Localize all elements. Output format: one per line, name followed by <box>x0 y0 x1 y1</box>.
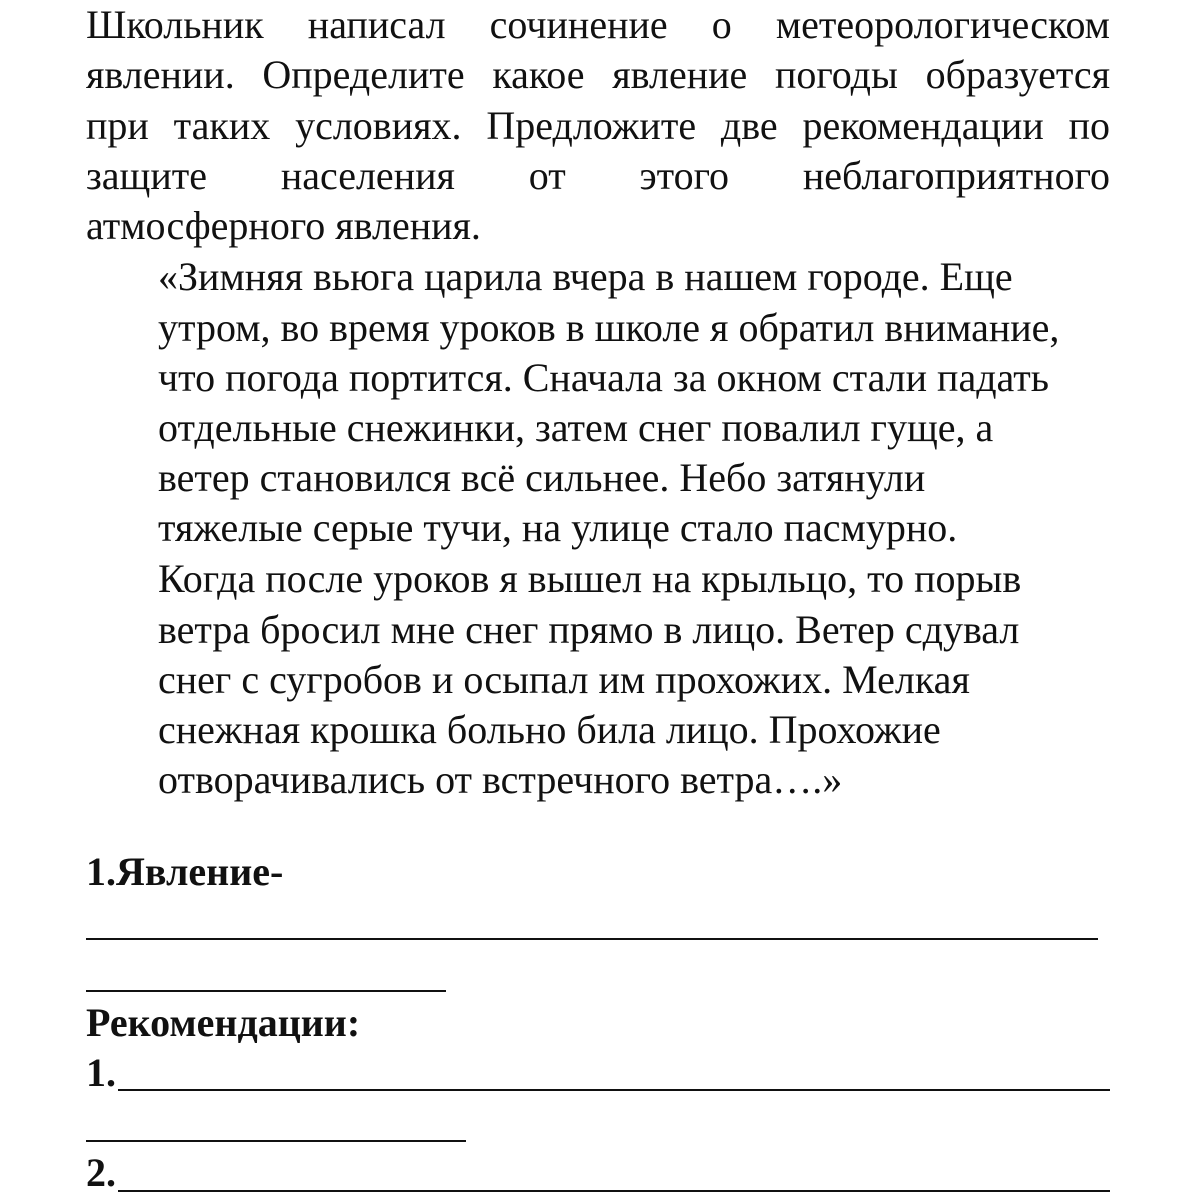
recommendation-2-label: 2. <box>86 1150 116 1195</box>
recommendation-1-answer-line-2[interactable] <box>86 1140 466 1142</box>
phenomenon-label: 1.Явление- <box>86 849 284 894</box>
recommendation-2-answer-line-1[interactable] <box>118 1190 1110 1192</box>
essay-line: «Зимняя вьюга царила вчера в нашем городе. Еще <box>158 254 1013 299</box>
essay-line: ветер становился всё сильнее. Небо затянули <box>158 455 926 500</box>
essay-line: отдельные снежинки, затем снег повалил гуще, а <box>158 405 994 450</box>
recommendation-1-label: 1. <box>86 1050 116 1095</box>
task-line-4: защите населения от этого неблагоприятного <box>86 153 1110 198</box>
task-line-3: при таких условиях. Предложите две рекомендации по <box>86 103 1110 148</box>
phenomenon-answer-line-1[interactable] <box>86 938 1098 940</box>
recommendations-label: Рекомендации: <box>86 1000 361 1045</box>
task-line-1: Школьник написал сочинение о метеорологическом <box>86 2 1110 47</box>
phenomenon-answer-line-2[interactable] <box>86 990 446 992</box>
recommendation-1-answer-line-1[interactable] <box>118 1089 1110 1091</box>
essay-line: снег с сугробов и осыпал им прохожих. Мелкая <box>158 657 970 702</box>
task-line-2: явлении. Определите какое явление погоды образуется <box>86 52 1110 97</box>
essay-line: утром, во время уроков в школе я обратил внимание, <box>158 305 1060 350</box>
essay-line: снежная крошка больно била лицо. Прохожие <box>158 707 941 752</box>
essay-line: отворачивались от встречного ветра….» <box>158 757 843 802</box>
essay-line: что погода портится. Сначала за окном стали падать <box>158 355 1049 400</box>
essay-line: тяжелые серые тучи, на улице стало пасмурно. <box>158 505 958 550</box>
essay-line: ветра бросил мне снег прямо в лицо. Ветер сдувал <box>158 607 1020 652</box>
essay-line: Когда после уроков я вышел на крыльцо, то порыв <box>158 556 1022 601</box>
task-line-5: атмосферного явления. <box>86 203 481 248</box>
